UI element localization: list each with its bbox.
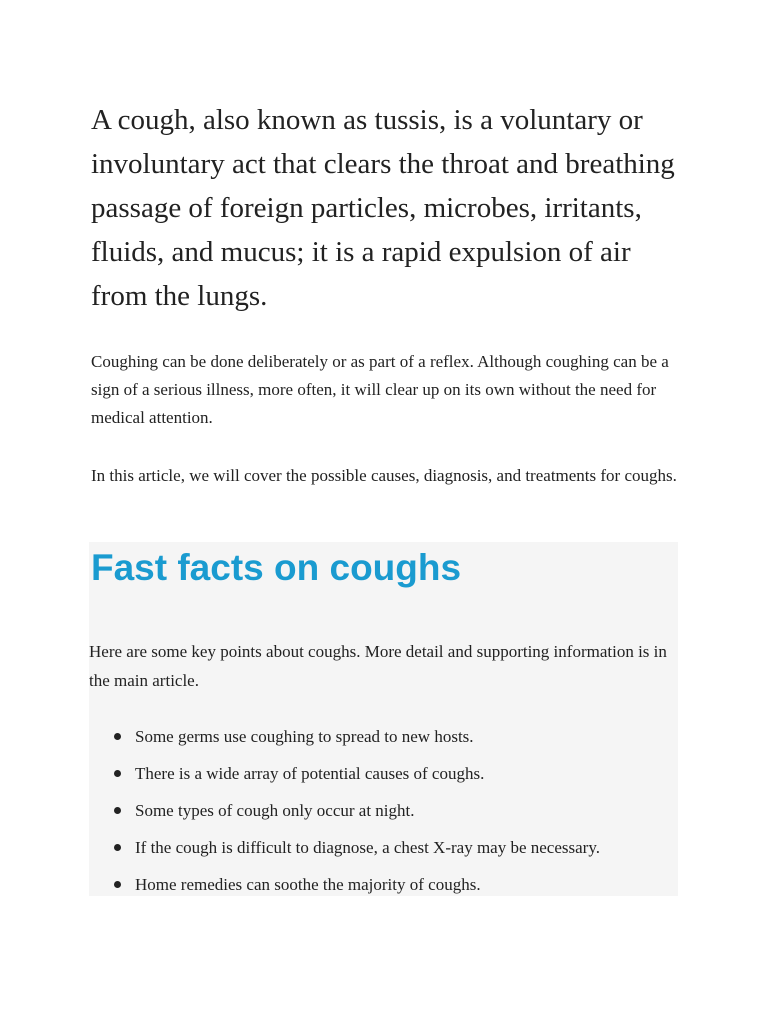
bullet-icon	[114, 807, 121, 814]
bullet-icon	[114, 881, 121, 888]
fast-facts-intro: Here are some key points about coughs. More detail and supporting information is in the main article.	[89, 642, 667, 690]
list-item-text: There is a wide array of potential causes of coughs.	[135, 764, 485, 783]
body-paragraph: In this article, we will cover the possible causes, diagnosis, and treatments for coughs.	[91, 466, 677, 485]
list-item-text: Home remedies can soothe the majority of coughs.	[135, 875, 481, 894]
bullet-icon	[114, 733, 121, 740]
list-item	[89, 759, 678, 796]
lead-paragraph: A cough, also known as tussis, is a voluntary or involuntary act that clears the throat and breathing passage of foreign particles, microbes, irritants, fluids, and mucus; it is a rapid expulsion of air from the lungs.	[91, 104, 675, 312]
bullet-icon	[114, 770, 121, 777]
bullet-icon	[114, 844, 121, 851]
fast-facts-title: Fast facts on coughs	[91, 547, 462, 588]
list-item	[89, 722, 678, 759]
list-item	[89, 870, 678, 907]
list-item	[89, 796, 678, 833]
list-item	[89, 833, 678, 870]
list-item-text: Some types of cough only occur at night.	[135, 801, 415, 820]
fast-facts-box	[89, 542, 678, 896]
list-item-text: If the cough is difficult to diagnose, a chest X-ray may be necessary.	[135, 838, 600, 857]
list-item-text: Some germs use coughing to spread to new hosts.	[135, 727, 474, 746]
body-paragraph: Coughing can be done deliberately or as part of a reflex. Although coughing can be a sign of a serious illness, more often, it will clear up on its own without the need for medical attention.	[91, 352, 669, 427]
fast-facts-list	[89, 722, 678, 907]
